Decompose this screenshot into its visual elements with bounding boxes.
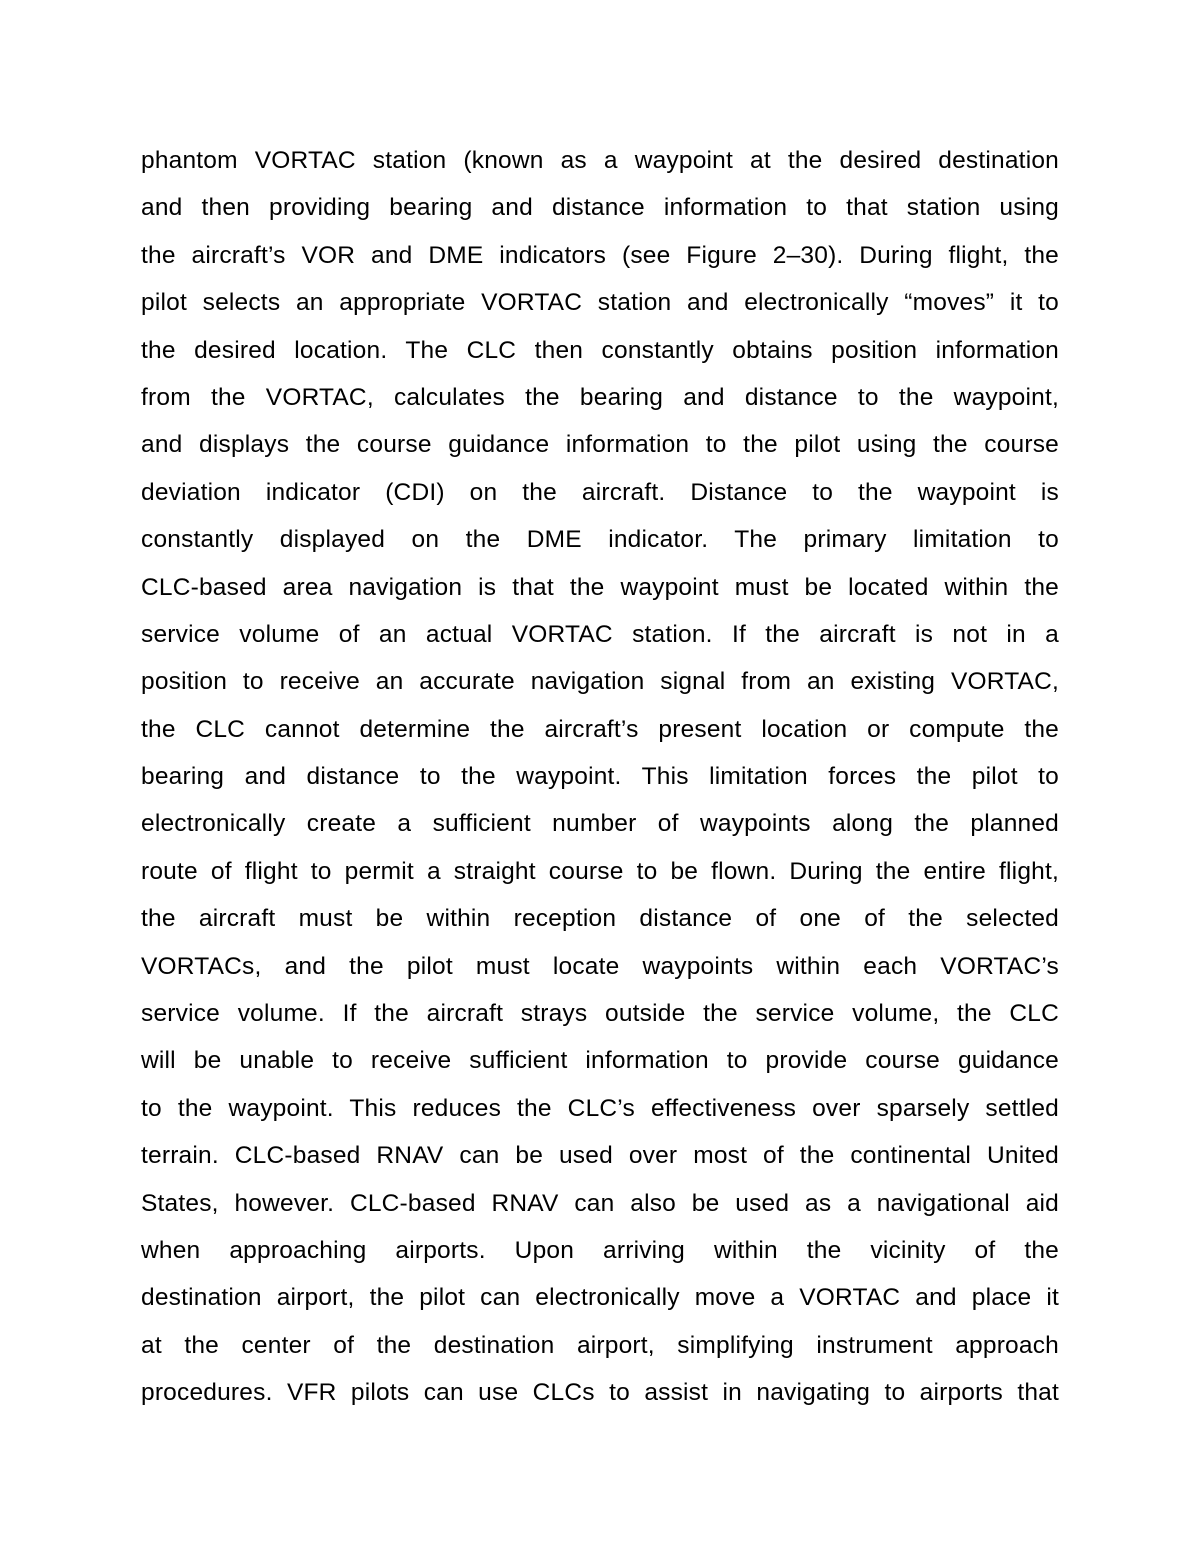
text-line: States, however. CLC-based RNAV can also be used as a navigational aid: [141, 1189, 1059, 1217]
text-line: from the VORTAC, calculates the bearing and distance to the waypoint,: [141, 383, 1059, 411]
text-line: bearing and distance to the waypoint. This limitation forces the pilot to: [141, 763, 1059, 791]
text-line: position to receive an accurate navigation signal from an existing VORTAC,: [141, 668, 1059, 696]
text-line: service volume. If the aircraft strays outside the service volume, the CLC: [141, 1000, 1059, 1028]
text-line: the aircraft must be within reception distance of one of the selected: [141, 905, 1059, 933]
text-line: the aircraft’s VOR and DME indicators (see Figure 2–30). During flight, the: [141, 241, 1059, 269]
text-line: the CLC cannot determine the aircraft’s present location or compute the: [141, 715, 1059, 743]
text-line: at the center of the destination airport, simplifying instrument approach: [141, 1331, 1059, 1359]
text-line: service volume of an actual VORTAC station. If the aircraft is not in a: [141, 620, 1059, 648]
text-line: the desired location. The CLC then constantly obtains position information: [141, 336, 1059, 364]
text-line: CLC-based area navigation is that the waypoint must be located within the: [141, 573, 1059, 601]
text-line: and displays the course guidance information to the pilot using the course: [141, 431, 1059, 459]
text-line: route of flight to permit a straight course to be flown. During the entire flight,: [141, 857, 1059, 885]
text-line: VORTACs, and the pilot must locate waypoints within each VORTAC’s: [141, 952, 1059, 980]
text-line: when approaching airports. Upon arriving within the vicinity of the: [141, 1236, 1059, 1264]
text-line: phantom VORTAC station (known as a waypoint at the desired destination: [141, 147, 1059, 174]
text-line: terrain. CLC-based RNAV can be used over most of the continental United: [141, 1142, 1059, 1170]
text-line: electronically create a sufficient number of waypoints along the planned: [141, 810, 1059, 838]
text-line: procedures. VFR pilots can use CLCs to assist in navigating to airports that: [141, 1379, 1059, 1407]
body-paragraph: [141, 137, 1059, 1417]
text-line: constantly displayed on the DME indicator. The primary limitation to: [141, 526, 1059, 554]
text-line: destination airport, the pilot can electronically move a VORTAC and place it: [141, 1284, 1059, 1312]
text-line: and then providing bearing and distance information to that station using: [141, 194, 1059, 222]
text-line: to the waypoint. This reduces the CLC’s effectiveness over sparsely settled: [141, 1094, 1059, 1122]
text-line: will be unable to receive sufficient information to provide course guidance: [141, 1047, 1059, 1075]
text-line: pilot selects an appropriate VORTAC station and electronically “moves” it to: [141, 289, 1059, 317]
text-line: deviation indicator (CDI) on the aircraft. Distance to the waypoint is: [141, 478, 1059, 506]
